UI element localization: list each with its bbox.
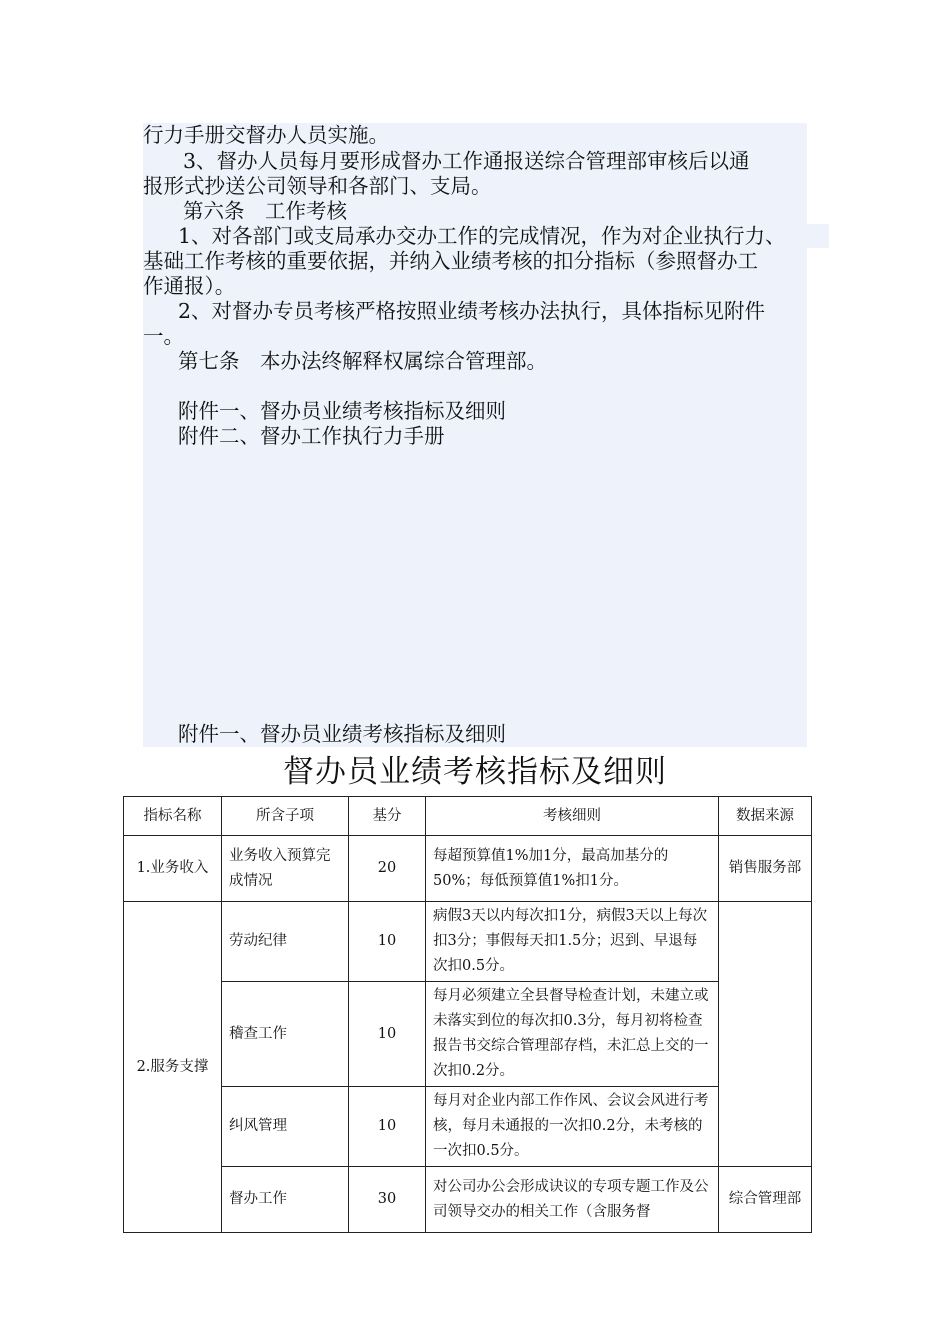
cell-subitem: 稽查工作 xyxy=(222,982,349,1087)
cell-category: 2.服务支撑 xyxy=(124,902,222,1233)
cell-detail: 对公司办公会形成诀议的专项专题工作及公司领导交办的相关工作（含服务督 xyxy=(426,1167,719,1233)
assessment-table xyxy=(123,796,812,1233)
header-detail: 考核细则 xyxy=(426,797,719,836)
shaded-text-region-extension xyxy=(807,224,829,248)
header-score: 基分 xyxy=(349,797,426,836)
body-line-6: 基础工作考核的重要依据，并纳入业绩考核的扣分指标（参照督办工 xyxy=(143,249,758,273)
document-title: 督办员业绩考核指标及细则 xyxy=(283,754,667,790)
body-line-2: 3、督办人员每月要形成督办工作通报送综合管理部审核后以通 xyxy=(183,149,750,173)
header-indicator: 指标名称 xyxy=(124,797,222,836)
header-source: 数据来源 xyxy=(719,797,812,836)
table-header-row xyxy=(124,797,812,836)
cell-detail: 病假3天以内每次扣1分，病假3天以上每次扣3分；事假每天扣1.5分；迟到、早退每次扣0.5分。 xyxy=(426,902,719,982)
attachment-1-label: 附件一、督办员业绩考核指标及细则 xyxy=(178,399,506,423)
cell-detail: 每月对企业内部工作作风、会议会风进行考核，每月未通报的一次扣0.2分，未考核的一次扣0.5分。 xyxy=(426,1087,719,1167)
cell-category: 1.业务收入 xyxy=(124,836,222,902)
cell-detail: 每月必须建立全县督导检查计划，未建立或未落实到位的每次扣0.3分，每月初将检查报告书交综合管理部存档，未汇总上交的一次扣0.2分。 xyxy=(426,982,719,1087)
body-line-7: 作通报）。 xyxy=(143,274,236,298)
table-row xyxy=(124,1167,812,1233)
attachment-2-label: 附件二、督办工作执行力手册 xyxy=(178,424,445,448)
cell-score: 10 xyxy=(349,1087,426,1167)
cell-subitem: 纠风管理 xyxy=(222,1087,349,1167)
table-row xyxy=(124,836,812,902)
cell-score: 30 xyxy=(349,1167,426,1233)
cell-source: 销售服务部 xyxy=(719,836,812,902)
body-line-8: 2、对督办专员考核严格按照业绩考核办法执行，具体指标见附件 xyxy=(178,299,766,323)
cell-score: 10 xyxy=(349,982,426,1087)
body-line-5: 1、对各部门或支局承办交办工作的完成情况，作为对企业执行力、 xyxy=(178,224,786,248)
cell-subitem: 业务收入预算完成情况 xyxy=(222,836,349,902)
cell-subitem: 督办工作 xyxy=(222,1167,349,1233)
table-row xyxy=(124,982,812,1087)
body-line-1: 行力手册交督办人员实施。 xyxy=(143,123,389,147)
body-line-9: 一。 xyxy=(143,324,184,348)
header-subitem: 所含子项 xyxy=(222,797,349,836)
section-heading-7: 第七条 本办法终解释权属综合管理部。 xyxy=(178,349,547,373)
table-row xyxy=(124,1087,812,1167)
attachment-1-heading: 附件一、督办员业绩考核指标及细则 xyxy=(178,722,506,746)
cell-score: 20 xyxy=(349,836,426,902)
cell-source xyxy=(719,902,812,1167)
cell-subitem: 劳动纪律 xyxy=(222,902,349,982)
cell-score: 10 xyxy=(349,902,426,982)
section-heading-6: 第六条 工作考核 xyxy=(183,199,347,223)
table-row xyxy=(124,902,812,982)
cell-source: 综合管理部 xyxy=(719,1167,812,1233)
cell-detail: 每超预算值1%加1分，最高加基分的50%；每低预算值1%扣1分。 xyxy=(426,836,719,902)
body-line-3: 报形式抄送公司领导和各部门、支局。 xyxy=(143,174,492,198)
